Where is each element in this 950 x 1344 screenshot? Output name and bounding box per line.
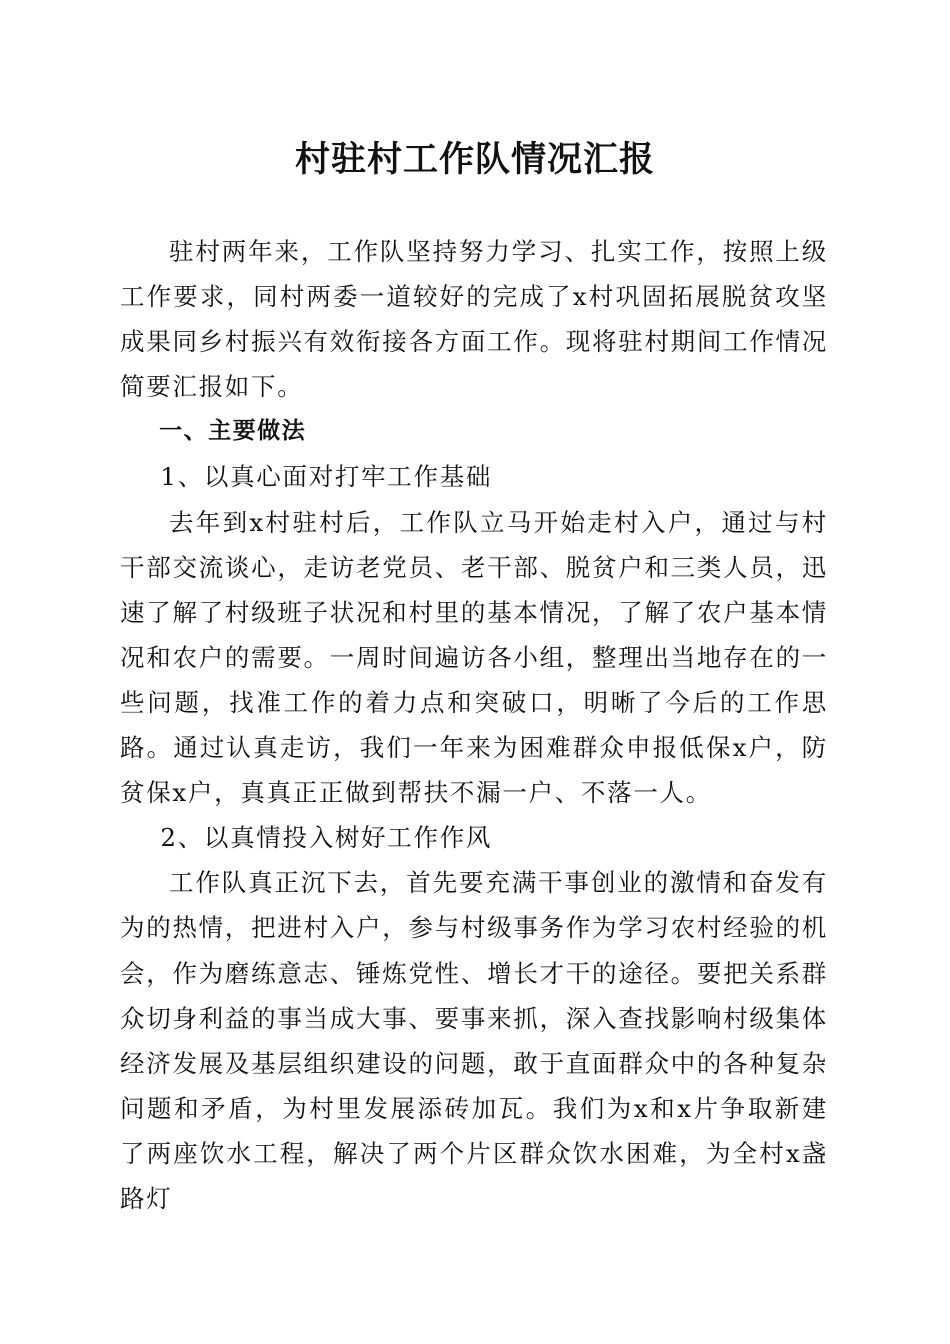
document-title: 村驻村工作队情况汇报 [294,139,655,180]
subsection-paragraph-1: 去年到x村驻村后，工作队立马开始走村入户，通过与村干部交流谈心，走访老党员、老干部、脱贫户和三类人员，迅速了解了村级班子状况和村里的基本情况，了解了农户基本情况和农户的需要。一周时间遍访各小组，整理出当地存在的一些问题，找准工作的着力点和突破口，明晰了今后的工作思路。通过认真走访，我们一年来为困难群众申报低保x户，防贫保x户，真真正正做到帮扶不漏一户、不落一人。 [120,507,828,808]
subsection-paragraph-2: 工作队真正沉下去，首先要充满干事创业的激情和奋发有为的热情，把进村入户，参与村级事务作为学习农村经验的机会，作为磨练意志、锤炼党性、增长才干的途径。要把关系群众切身利益的事当成大事、要事来抓，深入查找影响村级集体经济发展及基层组织建设的问题，敢于直面群众中的各种复杂问题和矛盾，为村里发展添砖加瓦。我们为x和x片争取新建了两座饮水工程，解决了两个片区群众饮水困难，为全村x盏路灯 [120,868,828,1213]
document-body [120,229,828,1221]
subsection-heading-2: 2、以真情投入树好工作作风 [160,823,493,853]
section-heading-main-practices: 一、主要做法 [159,418,307,445]
subsection-heading-1: 1、以真心面对打牢工作基础 [160,462,493,492]
intro-paragraph: 驻村两年来，工作队坚持努力学习、扎实工作，按照上级工作要求，同村两委一道较好的完成了x村巩固拓展脱贫攻坚成果同乡村振兴有效衔接各方面工作。现将驻村期间工作情况简要汇报如下。 [120,237,828,402]
